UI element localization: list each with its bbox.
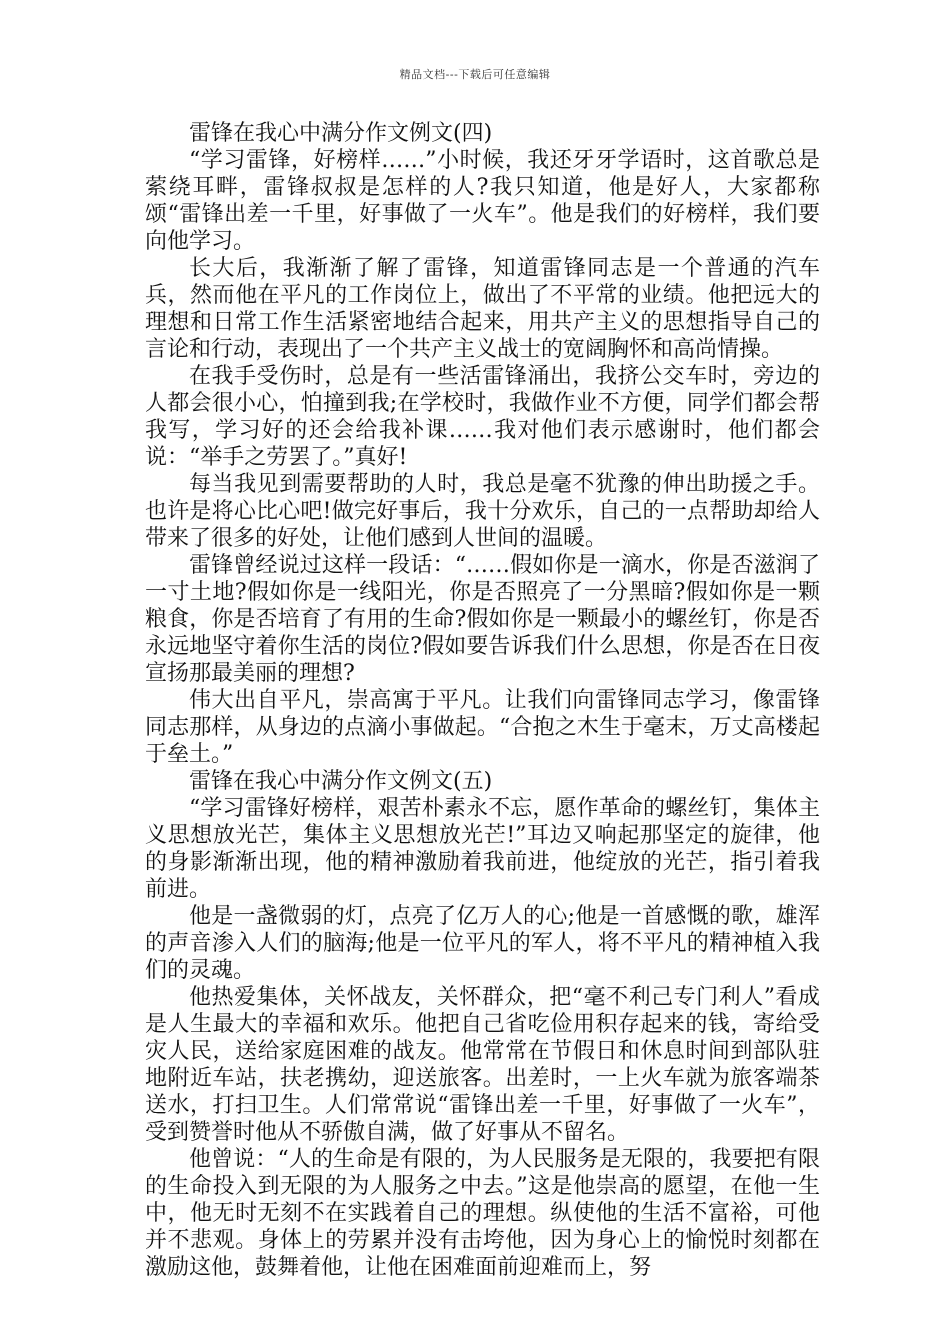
paragraph: 雷锋曾经说过这样一段话：“……假如你是一滴水，你是否滋润了一寸土地?假如你是一线阳光，你是否照亮了一分黑暗?假如你是一颗粮食，你是否培育了有用的生命?假如你是一颗最小的螺丝钉，你是否永远地坚守着你生活的岗位?假如要告诉我们什么思想，你是否在日夜宣扬那最美丽的理想? xyxy=(145,553,820,686)
paragraph: 每当我见到需要帮助的人时，我总是毫不犹豫的伸出助援之手。也许是将心比心吧!做完好事后，我十分欢乐，自己的一点帮助却给人带来了很多的好处，让他们感到人世间的温暖。 xyxy=(145,472,820,551)
paragraph: “学习雷锋，好榜样……”小时候，我还牙牙学语时，这首歌总是萦绕耳畔，雷锋叔叔是怎样的人?我只知道，他是好人，大家都称颂“雷锋出差一千里，好事做了一火车”。他是我们的好榜样，我们要向他学习。 xyxy=(145,148,820,254)
paragraph: 伟大出自平凡，崇高寓于平凡。让我们向雷锋同志学习，像雷锋同志那样，从身边的点滴小事做起。“合抱之木生于毫末，万丈高楼起于垒土。” xyxy=(145,688,820,767)
paragraph: 他是一盏微弱的灯，点亮了亿万人的心;他是一首感慨的歌，雄浑的声音渗入人们的脑海;他是一位平凡的军人，将不平凡的精神植入我们的灵魂。 xyxy=(145,904,820,983)
section-heading-5: 雷锋在我心中满分作文例文(五) xyxy=(189,769,493,794)
section-heading-4: 雷锋在我心中满分作文例文(四) xyxy=(189,121,493,146)
paragraph: “学习雷锋好榜样，艰苦朴素永不忘，愿作革命的螺丝钉，集体主义思想放光芒，集体主义思想放光芒!”耳边又响起那坚定的旋律，他的身影渐渐出现，他的精神激励着我前进，他绽放的光芒，指引着我前进。 xyxy=(145,796,820,902)
paragraph: 在我手受伤时，总是有一些活雷锋涌出，我挤公交车时，旁边的人都会很小心，怕撞到我;在学校时，我做作业不方便，同学们都会帮我写，学习好的还会给我补课……我对他们表示感谢时，他们都会说：“举手之劳罢了。”真好! xyxy=(145,364,820,470)
paragraph: 他热爱集体，关怀战友，关怀群众，把“毫不利己专门利人”看成是人生最大的幸福和欢乐。他把自己省吃俭用积存起来的钱，寄给受灾人民，送给家庭困难的战友。他常常在节假日和休息时间到部队驻地附近车站，扶老携幼，迎送旅客。出差时，一上火车就为旅客端茶送水，打扫卫生。人们常常说“雷锋出差一千里，好事做了一火车”，受到赞誉时他从不骄傲自满，做了好事从不留名。 xyxy=(145,985,820,1145)
page-header-note: 精品文档---下载后可任意编辑 xyxy=(399,68,551,81)
article-body xyxy=(145,120,820,1281)
paragraph: 长大后，我渐渐了解了雷锋，知道雷锋同志是一个普通的汽车兵，然而他在平凡的工作岗位上，做出了不平常的业绩。他把远大的理想和日常工作生活紧密地结合起来，用共产主义的思想指导自己的言论和行动，表现出了一个共产主义战士的宽阔胸怀和高尚情操。 xyxy=(145,256,820,362)
paragraph: 他曾说：“人的生命是有限的，为人民服务是无限的，我要把有限的生命投入到无限的为人服务之中去。”这是他崇高的愿望，在他一生中，他无时无刻不在实践着自己的理想。纵使他的生活不富裕，可他并不悲观。身体上的劳累并没有击垮他，因为身心上的愉悦时刻都在激励这他，鼓舞着他，让他在困难面前迎难而上，努 xyxy=(145,1147,820,1280)
